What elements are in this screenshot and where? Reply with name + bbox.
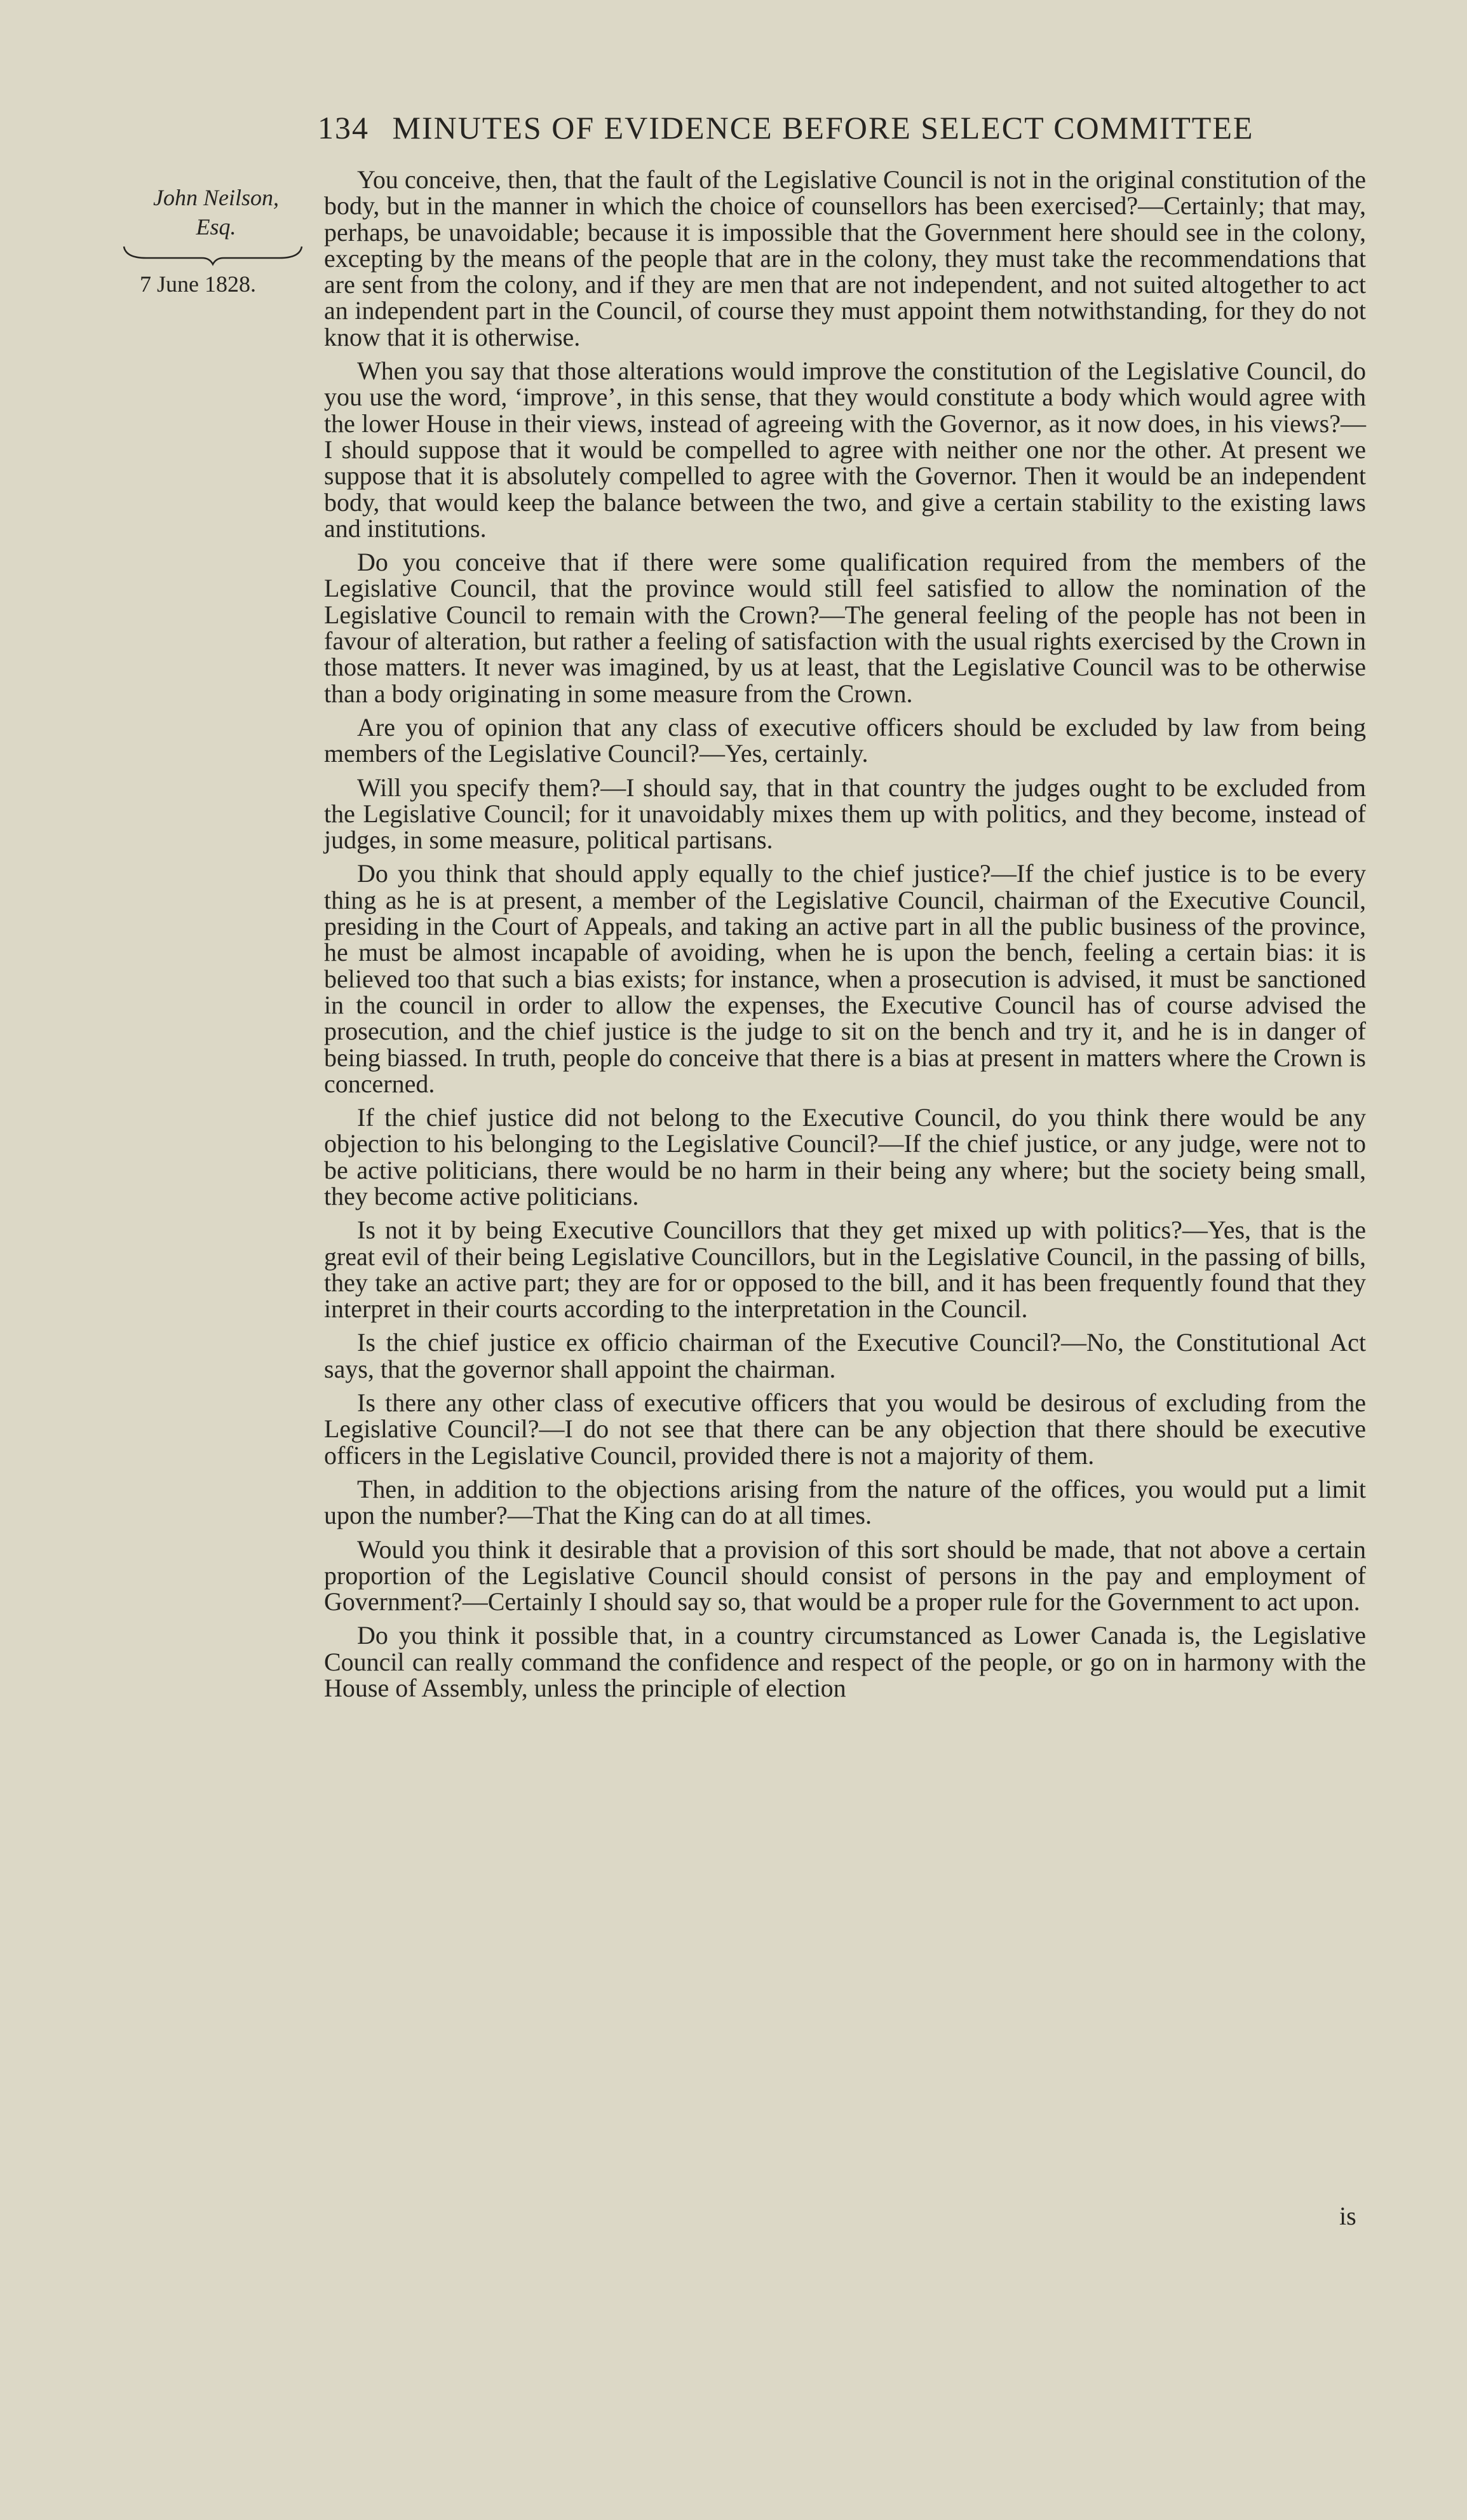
catchword: is [1339, 2202, 1356, 2230]
margin-note [121, 183, 311, 299]
paragraph: Is the chief justice ex officio chairman of the Executive Council?—No, the Constitutional Act says, that the governor shall appoint the chairman. [324, 1328, 1366, 1383]
paragraph: Do you think it possible that, in a country circumstanced as Lower Canada is, the Legislative Council can really command the confidence and respect of the people, or go on in harmony with the House of Assembly, unless the principle of election [324, 1621, 1366, 1703]
paragraph: Then, in addition to the objections arising from the nature of the offices, you would put a limit upon the number?—That the King can do at all times. [324, 1474, 1366, 1530]
paragraph: Will you specify them?—I should say, that in that country the judges ought to be excluded from the Legislative Council; for it unavoidably mixes them up with politics, and they become, instead of judges, in some measure, political partisans. [324, 773, 1366, 855]
witness-name: John Neilson, [153, 185, 279, 210]
page-title: MINUTES OF EVIDENCE BEFORE SELECT COMMITTEE [392, 110, 1254, 146]
page-number: 134 [318, 110, 369, 146]
paragraph: Would you think it desirable that a provision of this sort should be made, that not above a certain proportion of the Legislative Council should consist of persons in the pay and employment of Government?—Certainly I should say so, that would be a proper rule for the Government to act upon. [324, 1534, 1366, 1616]
body-text [324, 166, 1366, 1709]
paragraph: Is not it by being Executive Councillors that they get mixed up with politics?—Yes, that is the great evil of their being Legislative Councillors, but in the Legislative Council, in the passing of bills, they take an active part; they are for or opposed to the bill, and it has been frequently found that they interpret in their courts according to the interpretation in the Council. [324, 1216, 1366, 1324]
running-head [318, 109, 1366, 146]
paragraph: Do you think that should apply equally to the chief justice?—If the chief justice is to be every thing as he is at present, a member of the Legislative Council, chairman of the Executive Council, presiding in the Court of Appeals, and taking an active part in all the public business of the province, he must be almost incapable of avoiding, when he is upon the bench, feeling a certain bias: it is believed too that such a bias exists; for instance, when a prosecution is advised, it must be sanctioned in the council in order to allow the expenses, the Executive Council has of course advised the prosecution, and the chief justice is the judge to sit on the bench and try it, and he is in danger of being biassed. In truth, people do conceive that there is a bias at present in matters where the Crown is concerned. [324, 859, 1366, 1098]
witness-date: 7 June 1828. [140, 271, 256, 297]
paragraph: You conceive, then, that the fault of the Legislative Council is not in the original constitution of the body, but in the manner in which the choice of counsellors has been exercised?—Certainly; that may, perhaps, be unavoidable; because it is impossible that the Government here should see in the colony, excepting by the means of the people that are in the colony, they must take the recommendations that are sent from the colony, and if they are men that are not independent, and not suited altogether to act an independent part in the Council, of course they must appoint them notwithstanding, for they do not know that it is otherwise. [324, 165, 1366, 351]
paragraph: Are you of opinion that any class of executive officers should be excluded by law from being members of the Legislative Council?—Yes, certainly. [324, 712, 1366, 768]
brace-icon [121, 243, 305, 268]
paragraph: When you say that those alterations would improve the constitution of the Legislative Council, do you use the word, ‘improve’, in this sense, that they would constitute a body which would agree with the lower House in their views, instead of agreeing with the Governor, as it now does, in his views?—I should suppose that it would be compelled to agree with neither one nor the other. At present we suppose that it is absolutely compelled to agree with the Governor. Then it would be an independent body, that would keep the balance between the two, and give a certain stability to the existing laws and institutions. [324, 356, 1366, 543]
witness-suffix: Esq. [196, 214, 236, 240]
paragraph: Is there any other class of executive officers that you would be desirous of excluding from the Legislative Council?—I do not see that there can be any objection that there should be executive officers in the Legislative Council, provided there is not a majority of them. [324, 1388, 1366, 1470]
paragraph: If the chief justice did not belong to the Executive Council, do you think there would be any objection to his belonging to the Legislative Council?—If the chief justice, or any judge, were not to be active politicians, there would be no harm in their being any where; but the society being small, they become active politicians. [324, 1103, 1366, 1210]
paragraph: Do you conceive that if there were some qualification required from the members of the Legislative Council, that the province would still feel satisfied to allow the nomination of the Legislative Council to remain with the Crown?—The general feeling of the people has not been in favour of alteration, but rather a feeling of satisfaction with the usual rights exercised by the Crown in those matters. It never was imagined, by us at least, that the Legislative Council was to be otherwise than a body originating in some measure from the Crown. [324, 548, 1366, 708]
